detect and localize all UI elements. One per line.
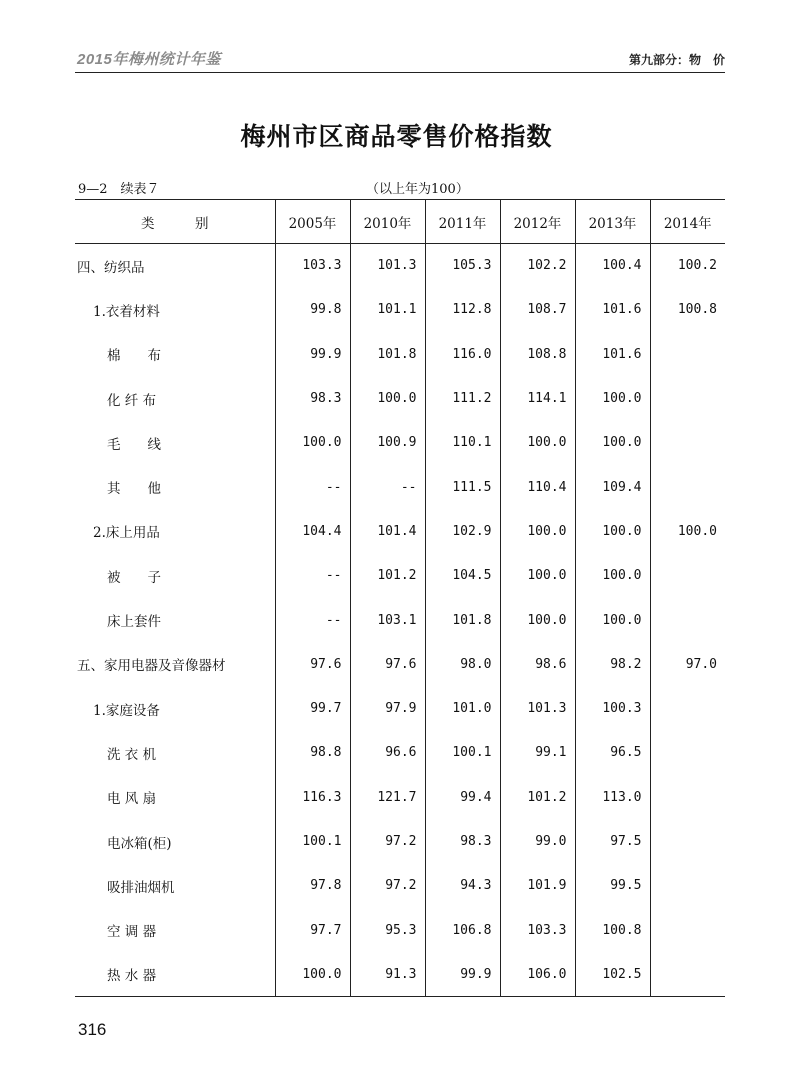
index-value: 100.1	[425, 731, 500, 775]
table-row	[75, 642, 725, 686]
row-label: 吸排油烟机	[107, 879, 175, 896]
index-value	[650, 421, 725, 465]
index-value: 97.9	[350, 686, 425, 730]
index-value: 111.2	[425, 376, 500, 420]
column-header: 2014年	[650, 200, 725, 244]
index-value: 100.1	[275, 819, 350, 863]
index-value: 116.0	[425, 332, 500, 376]
index-value	[650, 686, 725, 730]
index-value	[650, 598, 725, 642]
index-value: 106.8	[425, 908, 500, 952]
index-value: 100.3	[575, 686, 650, 730]
index-value	[650, 908, 725, 952]
index-value: 111.5	[425, 465, 500, 509]
index-value: 103.1	[350, 598, 425, 642]
index-value: 101.2	[350, 554, 425, 598]
column-header: 2010年	[350, 200, 425, 244]
index-value: 97.8	[275, 864, 350, 908]
index-value: 98.2	[575, 642, 650, 686]
index-value: 100.9	[350, 421, 425, 465]
index-value: 108.8	[500, 332, 575, 376]
index-value: 101.2	[500, 775, 575, 819]
base-note: （以上年为100）	[366, 182, 469, 197]
index-value: 104.5	[425, 554, 500, 598]
row-label: 四、纺织品	[77, 259, 145, 276]
index-value: 103.3	[500, 908, 575, 952]
index-value: 99.4	[425, 775, 500, 819]
index-value: 97.6	[350, 642, 425, 686]
index-value: --	[275, 554, 350, 598]
index-value: --	[275, 598, 350, 642]
index-value: 99.1	[500, 731, 575, 775]
index-value: 99.7	[275, 686, 350, 730]
table-row	[75, 465, 725, 509]
index-value: 121.7	[350, 775, 425, 819]
column-header: 2012年	[500, 200, 575, 244]
index-value	[650, 376, 725, 420]
row-label: 毛 线	[107, 436, 161, 453]
index-value: 106.0	[500, 952, 575, 996]
row-label: 其 他	[107, 481, 161, 498]
index-value: 101.8	[425, 598, 500, 642]
table-row	[75, 952, 725, 996]
index-value: 101.4	[350, 509, 425, 553]
column-header: 2011年	[425, 200, 500, 244]
index-value: 101.0	[425, 686, 500, 730]
row-label: 棉 布	[107, 348, 161, 365]
row-label: 空 调 器	[107, 924, 157, 941]
index-value: 104.4	[275, 509, 350, 553]
index-value: 101.3	[350, 244, 425, 288]
index-value: 100.0	[500, 598, 575, 642]
table-header-row	[75, 200, 725, 244]
index-value: 99.5	[575, 864, 650, 908]
index-value: 105.3	[425, 244, 500, 288]
row-label: 洗 衣 机	[107, 746, 157, 763]
row-label: 电冰箱(柜)	[107, 835, 172, 852]
index-value	[650, 731, 725, 775]
index-value	[650, 775, 725, 819]
index-value: 100.0	[275, 952, 350, 996]
page-number: 316	[78, 1020, 107, 1039]
row-label: 五、家用电器及音像器材	[77, 658, 226, 675]
index-value: 102.5	[575, 952, 650, 996]
index-value: 99.9	[425, 952, 500, 996]
index-value: --	[275, 465, 350, 509]
column-header: 类 别	[75, 200, 275, 244]
index-value: 101.6	[575, 332, 650, 376]
row-label: 化 纤 布	[107, 392, 157, 409]
index-value: 100.0	[275, 421, 350, 465]
index-value: 102.9	[425, 509, 500, 553]
price-index-table	[75, 199, 725, 997]
index-value: 97.7	[275, 908, 350, 952]
index-value: 101.9	[500, 864, 575, 908]
table-row	[75, 598, 725, 642]
index-value: 97.0	[650, 642, 725, 686]
index-value: 100.0	[575, 376, 650, 420]
index-value: 100.0	[575, 509, 650, 553]
index-value: 114.1	[500, 376, 575, 420]
index-value: --	[350, 465, 425, 509]
table-id: 9—2 续表７	[78, 182, 160, 197]
section-name: 第九部分：物 价	[628, 53, 725, 67]
row-label: 1.衣着材料	[93, 303, 160, 320]
index-value: 102.2	[500, 244, 575, 288]
table-row	[75, 775, 725, 819]
row-label: 床上套件	[107, 614, 161, 631]
index-value: 100.8	[575, 908, 650, 952]
row-label: 电 风 扇	[107, 791, 157, 808]
index-value: 103.3	[275, 244, 350, 288]
index-value	[650, 952, 725, 996]
index-value: 99.0	[500, 819, 575, 863]
index-value: 98.8	[275, 731, 350, 775]
table-row	[75, 509, 725, 553]
index-value: 97.2	[350, 819, 425, 863]
index-value: 100.0	[500, 554, 575, 598]
table-row	[75, 731, 725, 775]
table-row	[75, 686, 725, 730]
index-value: 95.3	[350, 908, 425, 952]
index-value: 98.3	[425, 819, 500, 863]
index-value: 100.0	[575, 421, 650, 465]
index-value: 109.4	[575, 465, 650, 509]
table-row	[75, 421, 725, 465]
table-row	[75, 288, 725, 332]
index-value: 101.8	[350, 332, 425, 376]
index-value: 97.2	[350, 864, 425, 908]
index-value: 96.5	[575, 731, 650, 775]
index-value	[650, 864, 725, 908]
index-value: 100.8	[650, 288, 725, 332]
index-value: 96.6	[350, 731, 425, 775]
index-value: 100.0	[500, 509, 575, 553]
index-value: 91.3	[350, 952, 425, 996]
row-label: 热 水 器	[75, 952, 275, 996]
column-header: 2013年	[575, 200, 650, 244]
index-value: 98.0	[425, 642, 500, 686]
index-value: 101.6	[575, 288, 650, 332]
index-value: 112.8	[425, 288, 500, 332]
row-label: 1.家庭设备	[93, 702, 160, 719]
index-value: 101.3	[500, 686, 575, 730]
page-title: 梅州市区商品零售价格指数	[240, 122, 553, 151]
row-label: 2.床上用品	[93, 525, 160, 542]
index-value: 98.6	[500, 642, 575, 686]
index-value: 97.5	[575, 819, 650, 863]
table-row	[75, 554, 725, 598]
index-value: 108.7	[500, 288, 575, 332]
table-row	[75, 332, 725, 376]
index-value: 100.0	[575, 598, 650, 642]
column-header: 2005年	[275, 200, 350, 244]
index-value: 98.3	[275, 376, 350, 420]
index-value: 116.3	[275, 775, 350, 819]
table-row	[75, 244, 725, 288]
index-value: 100.0	[500, 421, 575, 465]
index-value: 100.2	[650, 244, 725, 288]
index-value	[650, 819, 725, 863]
index-value: 110.1	[425, 421, 500, 465]
index-value: 100.0	[650, 509, 725, 553]
index-value: 97.6	[275, 642, 350, 686]
table-row	[75, 376, 725, 420]
index-value	[650, 465, 725, 509]
running-header	[75, 46, 725, 73]
yearbook-name: 2015年梅州统计年鉴	[77, 51, 221, 68]
index-value	[650, 332, 725, 376]
index-value: 99.9	[275, 332, 350, 376]
index-value	[650, 554, 725, 598]
index-value: 110.4	[500, 465, 575, 509]
table-row	[75, 908, 725, 952]
index-value: 101.1	[350, 288, 425, 332]
row-label: 被 子	[107, 569, 161, 586]
index-value: 100.4	[575, 244, 650, 288]
table-row	[75, 819, 725, 863]
table-row	[75, 864, 725, 908]
index-value: 113.0	[575, 775, 650, 819]
index-value: 100.0	[350, 376, 425, 420]
index-value: 99.8	[275, 288, 350, 332]
index-value: 100.0	[575, 554, 650, 598]
index-value: 94.3	[425, 864, 500, 908]
